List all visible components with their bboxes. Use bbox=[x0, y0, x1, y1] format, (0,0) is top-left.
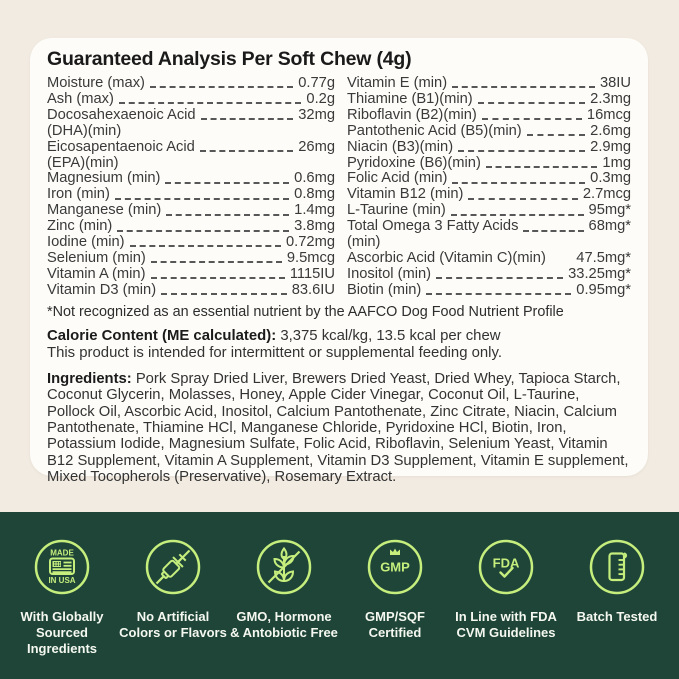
nutrient-value: 0.95mg* bbox=[576, 281, 631, 298]
ingredients-label: Ingredients: bbox=[47, 370, 132, 387]
nutrient-name: Niacin (B3)(min) bbox=[347, 138, 454, 155]
dotted-leader bbox=[468, 198, 577, 200]
nutrient-value: 3.8mg bbox=[294, 218, 335, 235]
dotted-leader bbox=[119, 102, 301, 104]
guaranteed-analysis-card bbox=[30, 38, 648, 486]
nutrient-name: Selenium (min) bbox=[47, 249, 146, 266]
analysis-row bbox=[47, 267, 335, 283]
nutrient-name: Vitamin D3 (min) bbox=[47, 281, 157, 298]
dotted-leader bbox=[200, 150, 293, 152]
footer-badge bbox=[230, 538, 338, 679]
footer-badge bbox=[563, 538, 671, 679]
dotted-leader bbox=[458, 150, 585, 152]
dotted-leader bbox=[452, 182, 585, 184]
nutrient-value: 26mg bbox=[298, 138, 335, 155]
analysis-row bbox=[47, 140, 335, 156]
analysis-column-right bbox=[347, 76, 631, 299]
analysis-row bbox=[347, 124, 631, 140]
nutrient-value: 2.3mg bbox=[590, 90, 631, 107]
nutrient-value: 95mg* bbox=[588, 202, 631, 219]
nutrient-name-continued: (min) bbox=[347, 234, 381, 251]
footer-badge bbox=[341, 538, 449, 679]
nutrient-value: 0.72mg bbox=[286, 234, 335, 251]
dotted-leader bbox=[452, 86, 595, 88]
nutrient-name: Pyridoxine (B6)(min) bbox=[347, 154, 481, 171]
badge-label: With Globally Sourced Ingredients bbox=[20, 609, 104, 656]
card-title: Guaranteed Analysis Per Soft Chew (4g) bbox=[47, 48, 412, 70]
footer-badge bbox=[8, 538, 116, 679]
nutrient-name: Vitamin B12 (min) bbox=[347, 186, 464, 203]
fda-icon bbox=[477, 538, 535, 596]
nutrient-name: Iron (min) bbox=[47, 186, 110, 203]
analysis-row bbox=[347, 156, 631, 172]
ingredients-section bbox=[47, 371, 631, 486]
batch-tested-icon bbox=[588, 538, 646, 596]
dotted-leader bbox=[165, 182, 289, 184]
gmp-icon bbox=[366, 538, 424, 596]
analysis-row bbox=[347, 219, 631, 235]
calorie-content bbox=[47, 328, 631, 363]
dotted-leader bbox=[527, 134, 585, 136]
badge-label: In Line with FDA CVM Guidelines bbox=[455, 609, 557, 640]
svg-text:IN USA: IN USA bbox=[48, 576, 76, 585]
nutrient-value: 68mg* bbox=[588, 218, 631, 235]
aafco-footnote: *Not recognized as an essential nutrient by the AAFCO Dog Food Nutrient Profile bbox=[47, 303, 564, 320]
no-artificial-icon bbox=[144, 538, 202, 596]
footer-badge bbox=[119, 538, 227, 679]
analysis-row bbox=[347, 283, 631, 299]
dotted-leader bbox=[150, 86, 293, 88]
analysis-row bbox=[47, 76, 335, 92]
analysis-row bbox=[347, 108, 631, 124]
analysis-row bbox=[347, 203, 631, 219]
nutrient-name: Ash (max) bbox=[47, 90, 114, 107]
dotted-leader bbox=[161, 293, 287, 295]
dotted-leader bbox=[523, 230, 583, 232]
nutrient-value: 2.9mg bbox=[590, 138, 631, 155]
analysis-row bbox=[47, 235, 335, 251]
analysis-row bbox=[47, 219, 335, 235]
analysis-row bbox=[47, 171, 335, 187]
feeding-note: This product is intended for intermittent or supplemental feeding only. bbox=[47, 345, 502, 362]
analysis-row bbox=[47, 108, 335, 124]
analysis-row bbox=[347, 187, 631, 203]
made-in-usa-icon bbox=[33, 538, 91, 596]
nutrient-value: 1.4mg bbox=[294, 202, 335, 219]
nutrient-name: Riboflavin (B2)(min) bbox=[347, 106, 477, 123]
analysis-row bbox=[347, 251, 631, 267]
nutrient-name: L-Taurine (min) bbox=[347, 202, 446, 219]
nutrient-value: 0.2g bbox=[306, 90, 335, 107]
dotted-leader bbox=[436, 277, 563, 279]
calorie-label: Calorie Content (ME calculated): bbox=[47, 327, 277, 344]
analysis-row bbox=[47, 92, 335, 108]
dotted-leader bbox=[115, 198, 289, 200]
dotted-leader bbox=[151, 261, 282, 263]
analysis-row bbox=[47, 187, 335, 203]
analysis-row bbox=[47, 251, 335, 267]
badge-label: GMP/SQF Certified bbox=[365, 609, 425, 640]
nutrient-value: 0.3mg bbox=[590, 170, 631, 187]
svg-text:MADE: MADE bbox=[50, 548, 74, 558]
nutrient-value: 32mg bbox=[298, 106, 335, 123]
dotted-leader bbox=[478, 102, 585, 104]
nutrient-name-continued: (DHA)(min) bbox=[47, 122, 122, 139]
dotted-leader bbox=[201, 118, 294, 120]
svg-text:FDA: FDA bbox=[492, 555, 520, 571]
nutrient-value: 38IU bbox=[599, 75, 631, 91]
nutrient-value: 1mg bbox=[602, 154, 631, 171]
nutrient-name: Vitamin A (min) bbox=[47, 265, 146, 282]
nutrient-name: Docosahexaenoic Acid bbox=[47, 106, 196, 123]
dotted-leader bbox=[117, 230, 289, 232]
analysis-row bbox=[47, 283, 335, 299]
nutrient-value: 83.6IU bbox=[291, 281, 335, 298]
dotted-leader bbox=[426, 293, 571, 295]
analysis-row bbox=[347, 92, 631, 108]
nutrient-value: 9.5mcg bbox=[286, 249, 335, 266]
svg-text:GMP: GMP bbox=[380, 559, 410, 575]
nutrient-value: 2.7mcg bbox=[582, 186, 631, 203]
nutrient-name: Total Omega 3 Fatty Acids bbox=[347, 218, 519, 235]
analysis-row bbox=[347, 171, 631, 187]
analysis-row bbox=[347, 76, 631, 92]
nutrient-name: Vitamin E (min) bbox=[347, 75, 448, 91]
analysis-row bbox=[347, 140, 631, 156]
gmo-free-icon bbox=[255, 538, 313, 596]
badge-label: No Artificial Colors or Flavors bbox=[119, 609, 227, 640]
badge-label: GMO, Hormone & Antobiotic Free bbox=[230, 609, 338, 640]
analysis-row bbox=[347, 267, 631, 283]
analysis-column-left bbox=[47, 76, 335, 299]
nutrient-name: Moisture (max) bbox=[47, 75, 145, 91]
dotted-leader bbox=[151, 277, 285, 279]
dotted-leader bbox=[486, 166, 598, 168]
nutrient-value: 0.6mg bbox=[294, 170, 335, 187]
nutrient-name: Folic Acid (min) bbox=[347, 170, 448, 187]
nutrient-name: Zinc (min) bbox=[47, 218, 113, 235]
analysis-table bbox=[47, 76, 631, 299]
dotted-leader bbox=[130, 245, 281, 247]
nutrient-value: 1115IU bbox=[289, 265, 335, 282]
nutrient-value: 16mcg bbox=[586, 106, 631, 123]
badges-footer bbox=[0, 512, 679, 679]
ingredients-text: Pork Spray Dried Liver, Brewers Dried Yeast, Dried Whey, Tapioca Starch, Coconut Glycerin, Molasses, Honey, Apple Cider Vinegar, Coconut Oil, L-Taurine, Pollock Oil, Ascorbic Acid, Inositol, Calcium Pantothenate, Zinc Citrate, Niacin, Calcium Pantothenate, Thiamine HCl, Manganese Chloride, Pyridoxine HCl, Biotin, Iron, Potassium Iodide, Magnesium Sulfate, Folic Acid, Riboflavin, Selenium Yeast, Vitamin B12 Supplement, Vitamin A Supplement, Vitamin D3 Supplement, Vitamin E supplement, Mixed Tocopherols (Preservative), Rosemary Extract. bbox=[47, 370, 629, 486]
nutrient-name: Ascorbic Acid (Vitamin C)(min) bbox=[347, 249, 546, 266]
nutrient-name: Magnesium (min) bbox=[47, 170, 161, 187]
nutrient-value: 2.6mg bbox=[590, 122, 631, 139]
nutrient-value: 0.8mg bbox=[294, 186, 335, 203]
dotted-leader bbox=[166, 214, 289, 216]
dotted-leader bbox=[451, 214, 584, 216]
dotted-leader bbox=[482, 118, 582, 120]
nutrient-name: Manganese (min) bbox=[47, 202, 162, 219]
nutrient-name: Thiamine (B1)(min) bbox=[347, 90, 473, 107]
nutrient-name: Eicosapentaenoic Acid bbox=[47, 138, 195, 155]
nutrient-name: Inositol (min) bbox=[347, 265, 432, 282]
footer-badge bbox=[452, 538, 560, 679]
analysis-row bbox=[47, 203, 335, 219]
nutrient-name: Iodine (min) bbox=[47, 234, 125, 251]
nutrient-name: Biotin (min) bbox=[347, 281, 422, 298]
calorie-value: 3,375 kcal/kg, 13.5 kcal per chew bbox=[280, 327, 501, 344]
nutrient-name: Pantothenic Acid (B5)(min) bbox=[347, 122, 522, 139]
nutrient-value: 47.5mg* bbox=[576, 249, 631, 266]
nutrient-value: 0.77g bbox=[298, 75, 335, 91]
nutrient-name-continued: (EPA)(min) bbox=[47, 154, 119, 171]
badge-label: Batch Tested bbox=[576, 609, 658, 624]
nutrient-value: 33.25mg* bbox=[568, 265, 631, 282]
